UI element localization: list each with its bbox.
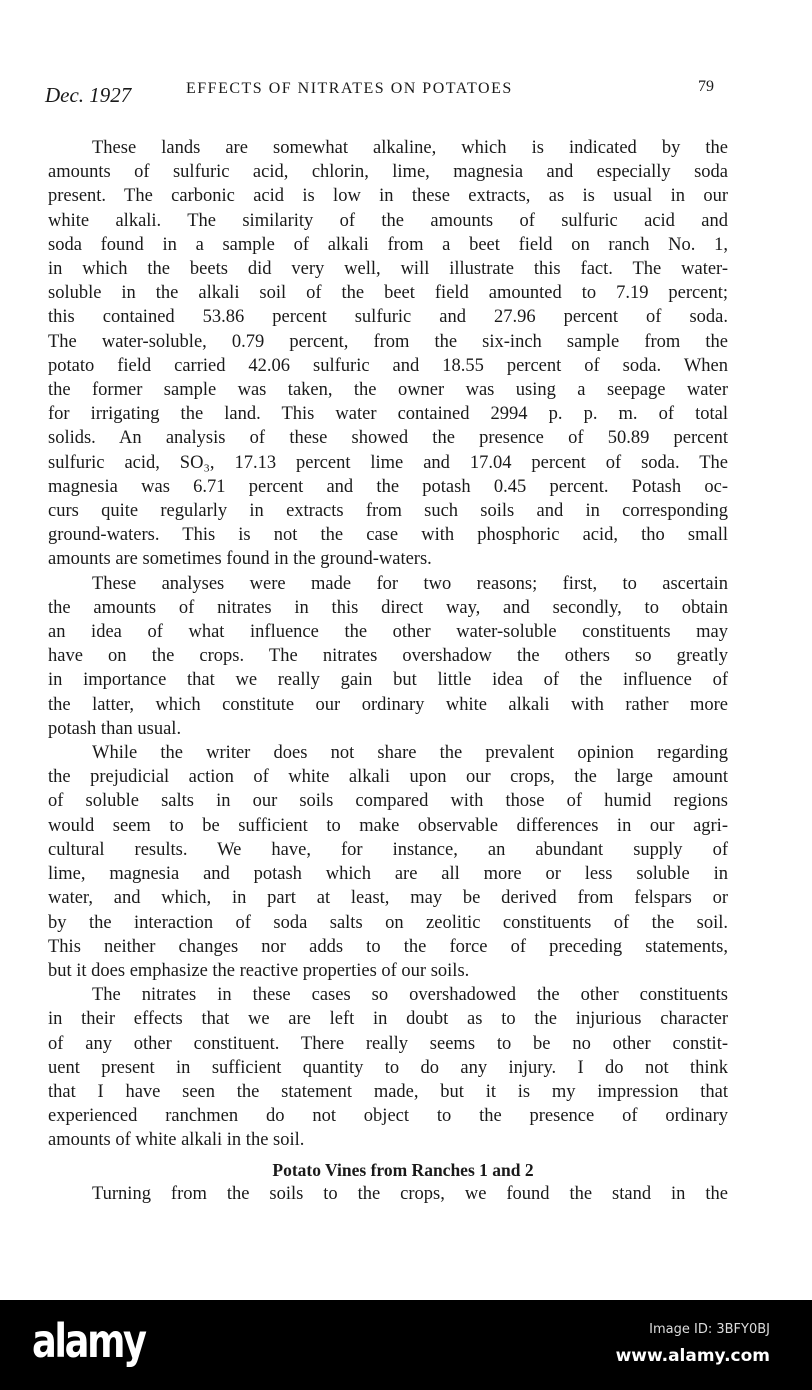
body-line: Turning from the soils to the crops, we found the stand in the — [92, 1183, 728, 1204]
paragraph — [48, 983, 728, 1152]
body-line: solids. An analysis of these showed the presence of 50.89 percent — [48, 428, 728, 449]
body-line: ground-waters. This is not the case with phosphoric acid, tho small — [48, 525, 728, 546]
body-line: would seem to be sufficient to make observable differences in our agri- — [48, 815, 728, 836]
paragraphs — [48, 136, 728, 1153]
body-line: These lands are somewhat alkaline, which is indicated by the — [92, 138, 728, 158]
body-line: While the writer does not share the prevalent opinion regarding — [92, 743, 728, 764]
section-heading: Potato Vines from Ranches 1 and 2 — [272, 1159, 534, 1180]
paragraph — [48, 136, 728, 572]
body-line: soda found in a sample of alkali from a beet field on ranch No. 1, — [48, 234, 728, 255]
body-line: of soluble salts in our soils compared with those of humid regions — [48, 791, 728, 812]
body-line: sulfuric acid, SO₃, 17.13 percent lime and 17.04 percent of soda. The — [48, 452, 728, 473]
alamy-logo: alamy — [32, 1314, 145, 1368]
body-line: that I have seen the statement made, but it is my impression that — [48, 1081, 728, 1102]
body-line: lime, magnesia and potash which are all more or less soluble in — [48, 864, 728, 885]
body-line: an idea of what influence the other water-soluble constituents may — [48, 622, 728, 643]
body-line: These analyses were made for two reasons; first, to ascertain — [92, 573, 728, 594]
paragraph — [48, 741, 728, 983]
page-body — [48, 136, 728, 1206]
body-line: white alkali. The similarity of the amounts of sulfuric acid and — [48, 210, 728, 231]
header-title: EFFECTS OF NITRATES ON POTATOES — [186, 80, 513, 97]
body-line: The water-soluble, 0.79 percent, from the six-inch sample from the — [48, 331, 728, 352]
body-line: the latter, which constitute our ordinary white alkali with rather more — [48, 694, 728, 715]
body-line: this contained 53.86 percent sulfuric and 27.96 percent of soda. — [48, 307, 728, 328]
body-line: magnesia was 6.71 percent and the potash 0.45 percent. Potash oc- — [48, 476, 728, 497]
body-line: amounts are sometimes found in the ground-waters. — [48, 549, 432, 570]
running-header — [0, 80, 812, 110]
body-line: have on the crops. The nitrates overshadow the others so greatly — [48, 646, 728, 667]
site-url: www.alamy.com — [615, 1346, 770, 1366]
body-line: water, and which, in part at least, may be derived from felspars or — [48, 888, 728, 909]
body-line: by the interaction of soda salts on zeolitic constituents of the soil. — [48, 912, 728, 933]
body-line: of any other constituent. There really seems to be no other constit- — [48, 1033, 728, 1054]
body-line: potato field carried 42.06 sulfuric and 18.55 percent of soda. When — [48, 355, 728, 376]
body-line: amounts of sulfuric acid, chlorin, lime, magnesia and especially soda — [48, 162, 728, 183]
body-line: the former sample was taken, the owner was using a seepage water — [48, 380, 728, 401]
header-date: Dec. 1927 — [45, 83, 132, 107]
paragraph — [48, 572, 728, 741]
body-line: This neither changes nor adds to the force of preceding statements, — [48, 936, 728, 957]
watermark-bar — [0, 1300, 812, 1390]
body-line: the amounts of nitrates in this direct way, and secondly, to obtain — [48, 597, 728, 618]
body-line: but it does emphasize the reactive properties of our soils. — [48, 960, 470, 981]
body-line: in their effects that we are left in doubt as to the injurious character — [48, 1009, 728, 1030]
body-line: the prejudicial action of white alkali upon our crops, the large amount — [48, 767, 728, 788]
body-line: in importance that we really gain but little idea of the influence of — [48, 670, 728, 691]
body-line: soluble in the alkali soil of the beet field amounted to 7.19 percent; — [48, 283, 728, 304]
body-line: for irrigating the land. This water contained 2994 p. p. m. of total — [48, 404, 728, 425]
image-id: Image ID: 3BFY0BJ — [649, 1322, 770, 1337]
body-line: potash than usual. — [48, 718, 182, 739]
body-line: uent present in sufficient quantity to do any injury. I do not think — [48, 1057, 728, 1078]
body-line: in which the beets did very well, will illustrate this fact. The water- — [48, 259, 728, 280]
body-line: cultural results. We have, for instance, an abundant supply of — [48, 839, 728, 860]
body-line: curs quite regularly in extracts from such soils and in corresponding — [48, 501, 728, 522]
page-number: 79 — [698, 78, 714, 95]
body-line: experienced ranchmen do not object to the presence of ordinary — [48, 1106, 728, 1127]
body-line: amounts of white alkali in the soil. — [48, 1130, 305, 1151]
body-line: The nitrates in these cases so overshadowed the other constituents — [92, 985, 728, 1006]
body-line: present. The carbonic acid is low in these extracts, as is usual in our — [48, 186, 728, 207]
